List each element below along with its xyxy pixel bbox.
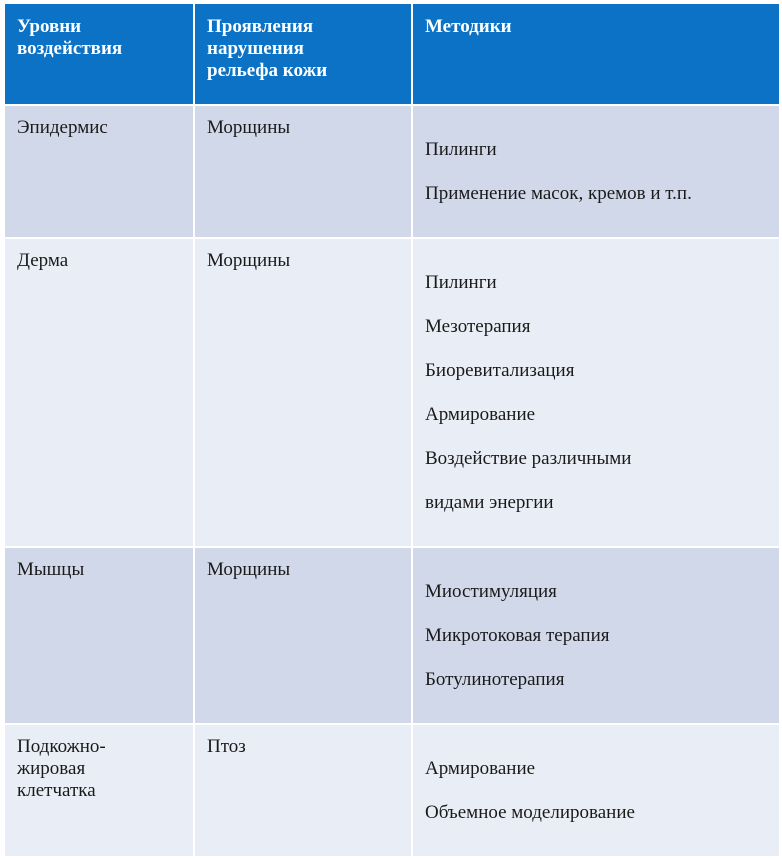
header-manifestations: Проявления нарушения рельефа кожи bbox=[194, 3, 412, 105]
method-item: Пилинги bbox=[425, 139, 497, 160]
method-item: Миостимуляция bbox=[425, 581, 557, 602]
cell-methods bbox=[412, 105, 780, 238]
cell-methods bbox=[412, 724, 780, 857]
method-item: Биоревитализация bbox=[425, 360, 575, 381]
cell-methods bbox=[412, 547, 780, 724]
cell-level: Мышцы bbox=[4, 547, 194, 724]
cell-manifestation: Морщины bbox=[194, 105, 412, 238]
method-item: Армирование bbox=[425, 404, 536, 425]
cell-manifestation: Птоз bbox=[194, 724, 412, 857]
cell-level: Подкожно- жировая клетчатка bbox=[4, 724, 194, 857]
header-levels: Уровни воздействия bbox=[4, 3, 194, 105]
method-item: Воздействие различными bbox=[425, 448, 632, 469]
method-item: Микротоковая терапия bbox=[425, 625, 610, 646]
table-header-row bbox=[4, 3, 780, 105]
table-row bbox=[4, 238, 780, 547]
method-item: Ботулинотерапия bbox=[425, 669, 565, 690]
table-row bbox=[4, 724, 780, 857]
method-item: видами энергии bbox=[425, 492, 554, 513]
method-item: Армирование bbox=[425, 758, 536, 779]
header-methods: Методики bbox=[412, 3, 780, 105]
method-item: Мезотерапия bbox=[425, 316, 531, 337]
method-item: Применение масок, кремов и т.п. bbox=[425, 183, 692, 204]
skin-relief-methods-table bbox=[3, 2, 781, 858]
cell-manifestation: Морщины bbox=[194, 238, 412, 547]
method-item: Объемное моделирование bbox=[425, 802, 635, 823]
cell-methods bbox=[412, 238, 780, 547]
cell-level: Эпидермис bbox=[4, 105, 194, 238]
cell-manifestation: Морщины bbox=[194, 547, 412, 724]
cell-level: Дерма bbox=[4, 238, 194, 547]
table-row bbox=[4, 105, 780, 238]
table-row bbox=[4, 547, 780, 724]
method-item: Пилинги bbox=[425, 272, 497, 293]
